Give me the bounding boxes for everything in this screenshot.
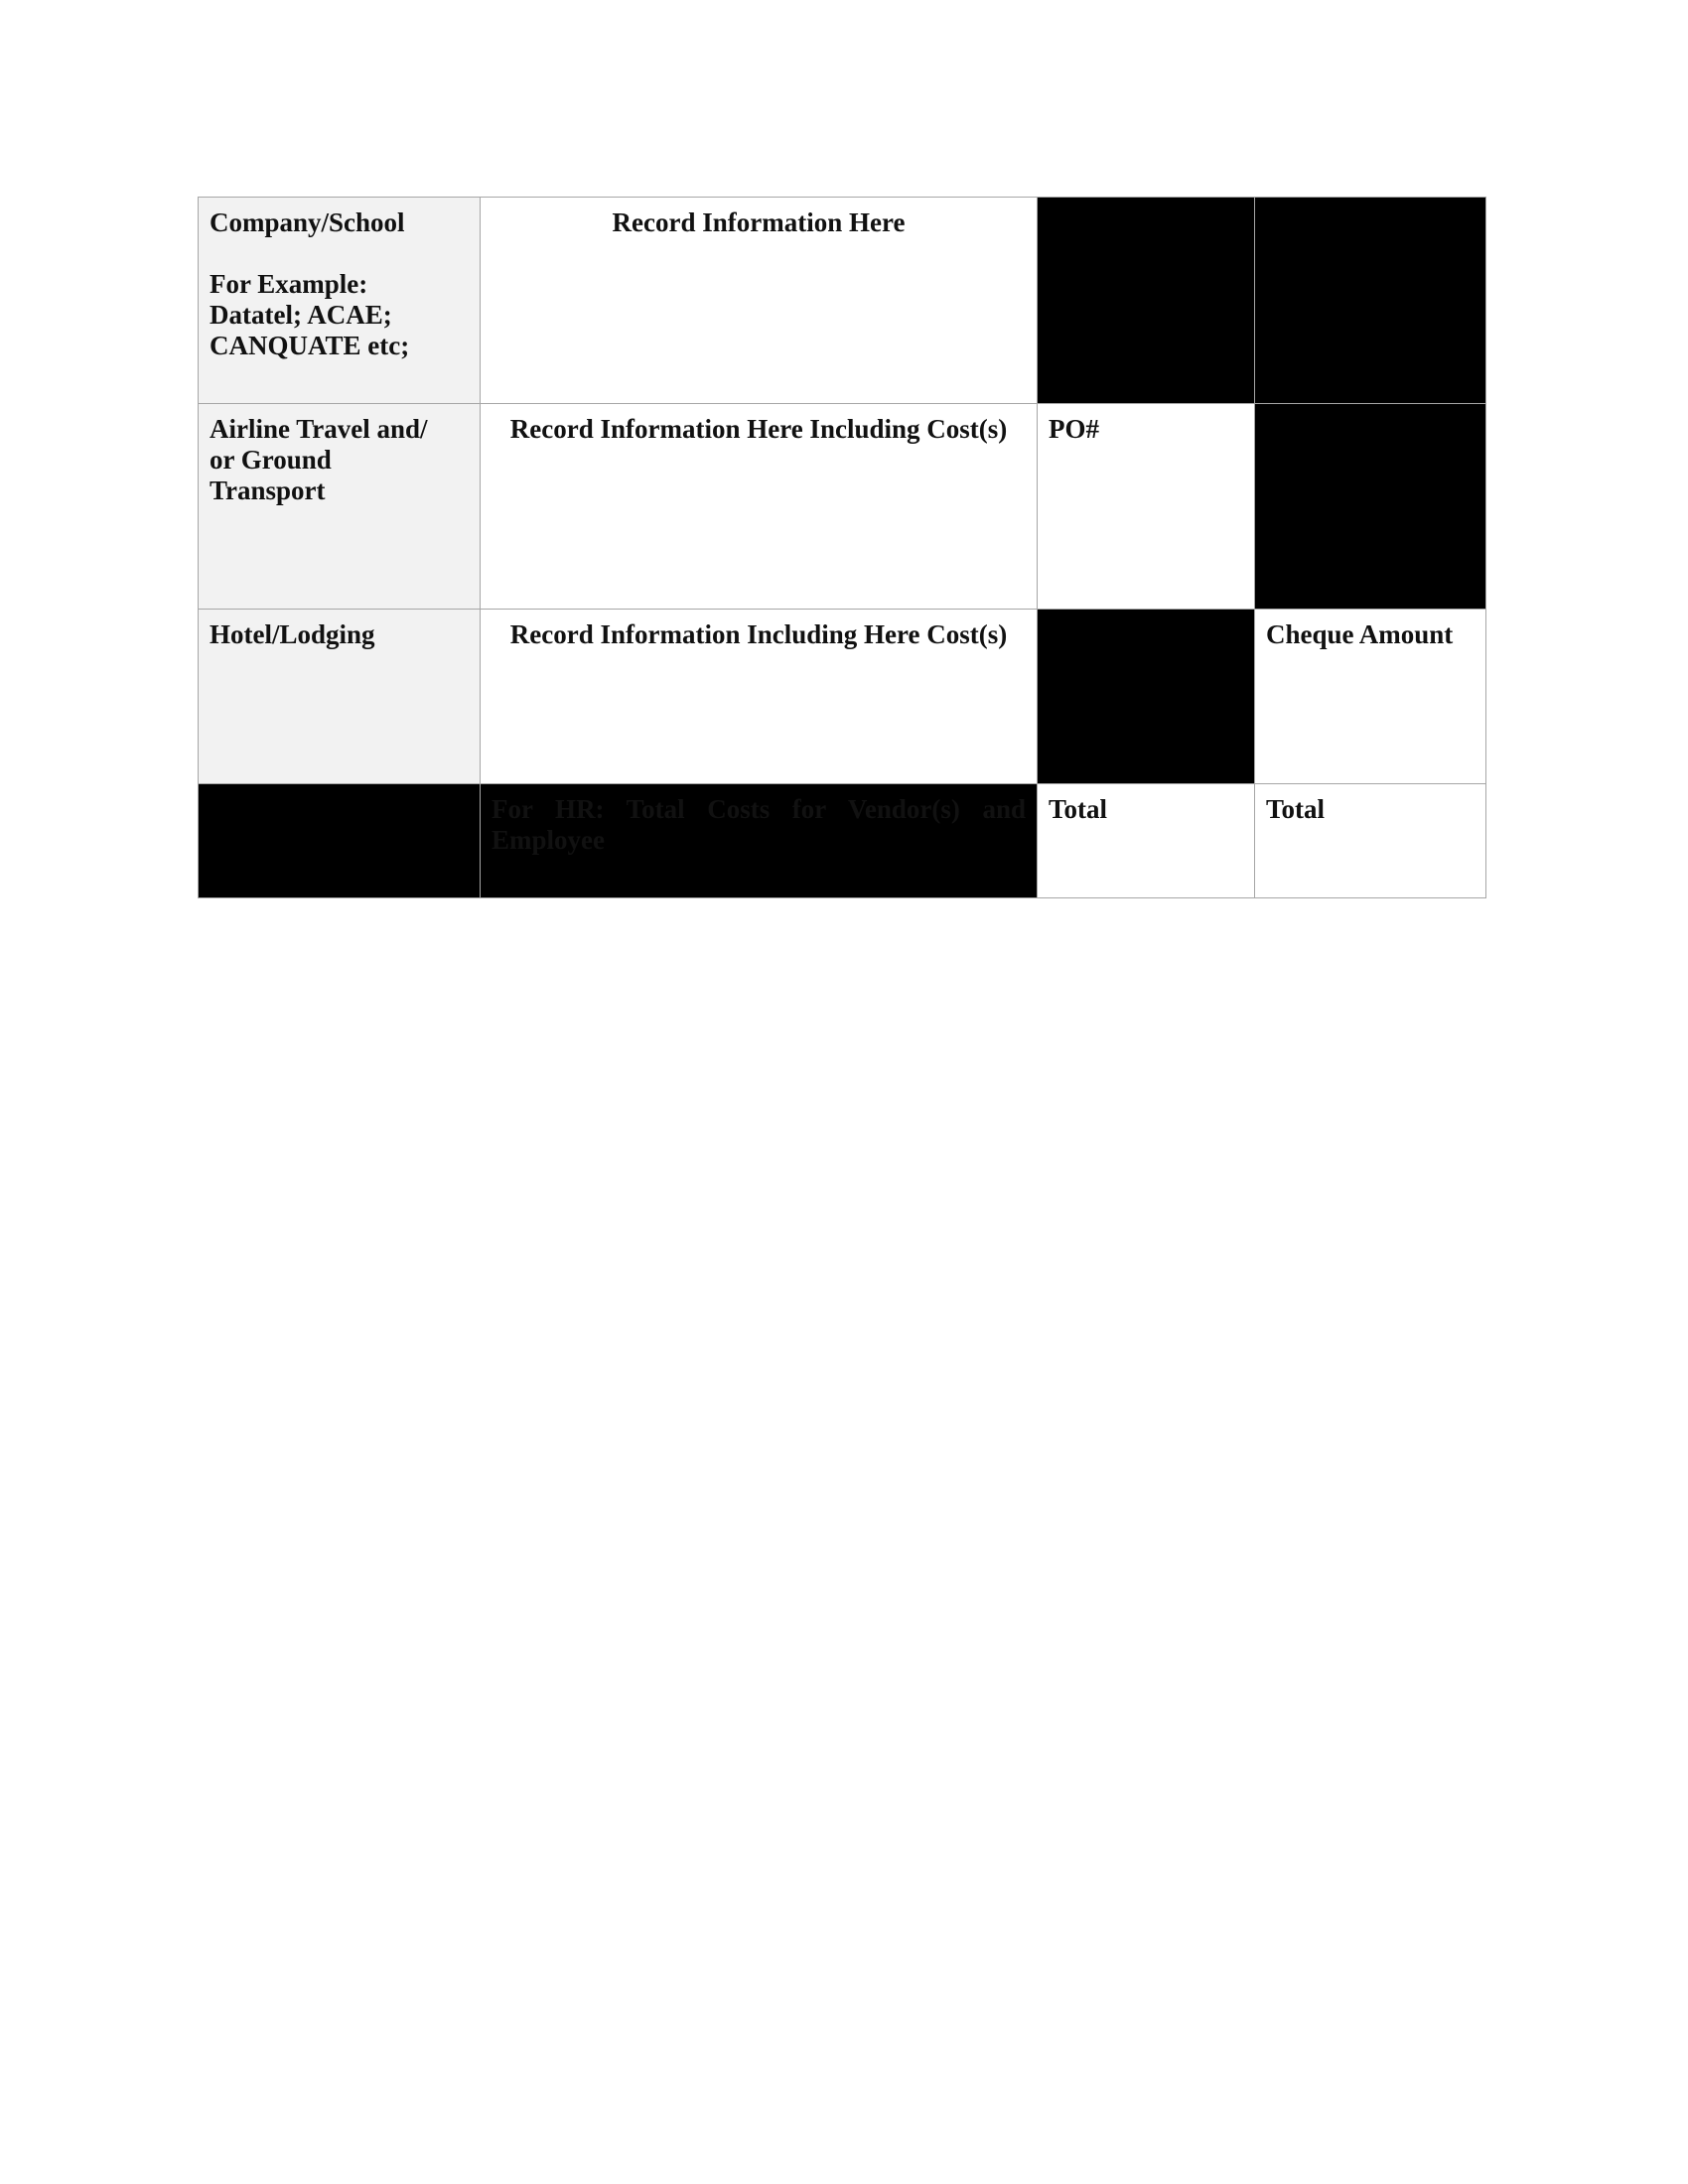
- blacked-out-cell: [1038, 610, 1255, 784]
- hotel-lodging-label-cell: [199, 610, 481, 784]
- company-school-row: [199, 198, 1486, 404]
- cheque-amount-cell[interactable]: [1255, 610, 1486, 784]
- example-label-line-1: For Example:: [210, 269, 368, 299]
- hr-total-costs-note: For HR: Total Costs for Vendor(s) and Employee: [492, 794, 1026, 855]
- airline-travel-info-cell[interactable]: [481, 404, 1038, 610]
- travel-expense-table: [198, 197, 1486, 898]
- airline-travel-label-line-2: or Ground: [210, 445, 332, 475]
- company-school-label-cell: [199, 198, 481, 404]
- company-school-label: Company/School: [210, 207, 405, 237]
- blacked-out-cell: [199, 784, 481, 898]
- airline-travel-row: [199, 404, 1486, 610]
- totals-row: [199, 784, 1486, 898]
- hotel-lodging-row: [199, 610, 1486, 784]
- hotel-lodging-label: Hotel/Lodging: [210, 619, 375, 649]
- airline-travel-label-cell: [199, 404, 481, 610]
- example-label-line-2: Datatel; ACAE;: [210, 300, 392, 330]
- vendor-total-cell[interactable]: [1038, 784, 1255, 898]
- airline-travel-label-line-1: Airline Travel and/: [210, 414, 428, 444]
- po-number-cell[interactable]: [1038, 404, 1255, 610]
- cheque-total-cell[interactable]: [1255, 784, 1486, 898]
- hotel-lodging-info-text: Record Information Including Here Cost(s): [509, 619, 1008, 649]
- company-school-info-text: Record Information Here: [612, 207, 906, 237]
- vendor-total-label: Total: [1049, 794, 1108, 824]
- cheque-amount-label: Cheque Amount: [1266, 619, 1454, 649]
- hotel-lodging-info-cell[interactable]: [481, 610, 1038, 784]
- airline-travel-label-line-3: Transport: [210, 476, 326, 505]
- blacked-out-cell: [1038, 198, 1255, 404]
- airline-travel-info-text: Record Information Here Including Cost(s): [509, 414, 1008, 444]
- blacked-out-cell: [1255, 198, 1486, 404]
- blacked-out-cell: [1255, 404, 1486, 610]
- po-number-label: PO#: [1049, 414, 1099, 444]
- example-label-line-3: CANQUATE etc;: [210, 331, 410, 360]
- company-school-info-cell[interactable]: [481, 198, 1038, 404]
- hr-total-costs-cell: [481, 784, 1038, 898]
- cheque-total-label: Total: [1266, 794, 1326, 824]
